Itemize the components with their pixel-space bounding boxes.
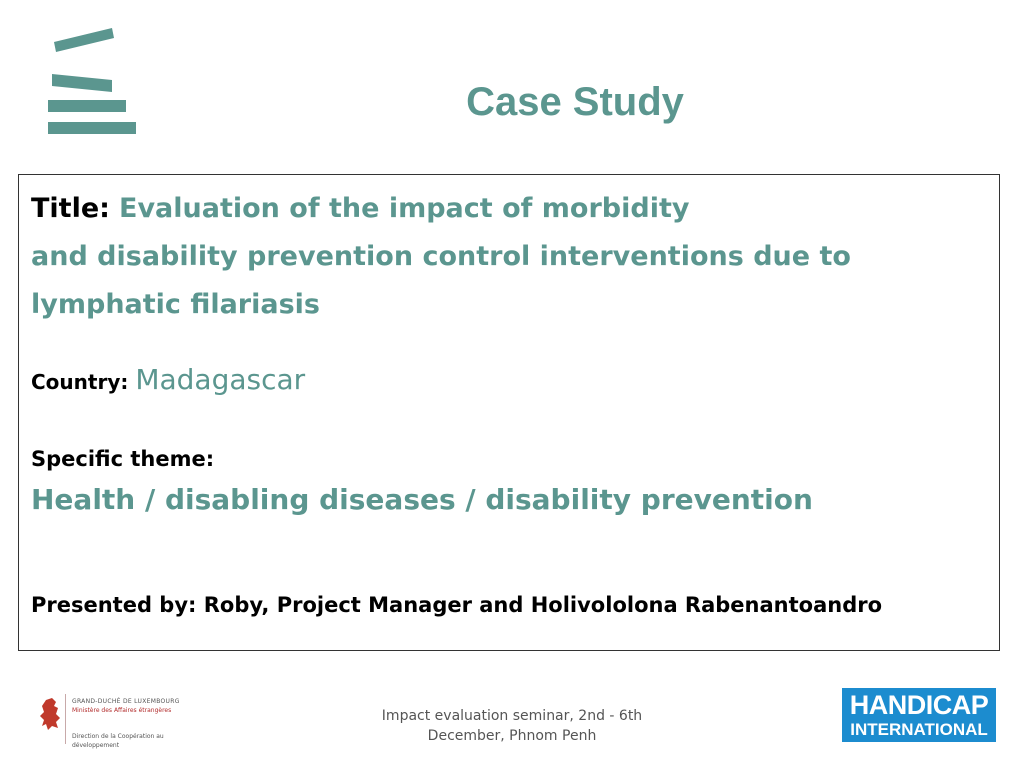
title-text-continued: and disability prevention control interventions due to lymphatic filariasis xyxy=(31,241,851,320)
handicap-international-logo xyxy=(840,686,998,744)
country-value: Madagascar xyxy=(135,363,306,396)
luxembourg-line3: Direction de la Coopération au développement xyxy=(72,733,164,749)
case-study-box xyxy=(18,174,1000,651)
country-label: Country: xyxy=(31,370,129,394)
bars-logo-icon xyxy=(44,26,140,138)
presenter-line: Presented by: Roby, Project Manager and Holivololona Rabenantoandro xyxy=(31,593,883,617)
lion-icon xyxy=(36,696,64,732)
title-label: Title: xyxy=(31,193,110,224)
handicap-line2: INTERNATIONAL xyxy=(850,720,988,739)
theme-label: Specific theme: xyxy=(31,447,215,471)
title-text: Evaluation of the impact of morbidity xyxy=(119,193,690,224)
slide-title: Case Study xyxy=(466,80,684,124)
divider xyxy=(65,694,66,744)
luxembourg-logo xyxy=(30,690,220,754)
study-title xyxy=(31,185,981,329)
country-row xyxy=(31,363,305,396)
handicap-line1: HANDICAP xyxy=(849,690,989,720)
luxembourg-line1: GRAND-DUCHÉ DE LUXEMBOURG xyxy=(72,698,180,705)
luxembourg-line2: Ministère des Affaires étrangères xyxy=(72,707,172,714)
footer-line2: December, Phnom Penh xyxy=(427,728,597,744)
footer-line1: Impact evaluation seminar, 2nd - 6th xyxy=(381,708,643,724)
theme-value: Health / disabling diseases / disability prevention xyxy=(31,483,813,516)
footer-caption xyxy=(370,706,654,746)
